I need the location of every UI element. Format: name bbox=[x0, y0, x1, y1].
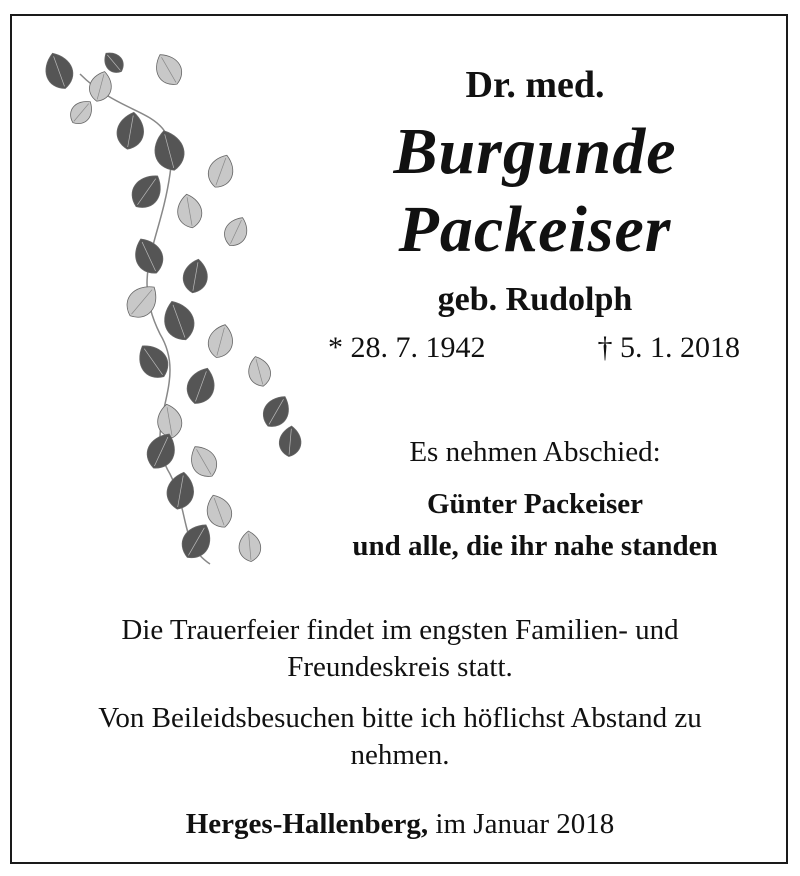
place-date-line bbox=[10, 806, 790, 843]
mourner-line: und alle, die ihr nahe standen bbox=[352, 530, 718, 562]
place-name: Herges-Hallenberg, bbox=[185, 808, 429, 840]
birth-date: * 28. 7. 1942 bbox=[328, 331, 486, 364]
date-line: im Januar 2018 bbox=[435, 808, 615, 840]
ivy-leaves-illustration bbox=[20, 44, 310, 574]
last-name: Packeiser bbox=[398, 193, 672, 266]
mourner-line: Günter Packeiser bbox=[426, 488, 644, 520]
ceremony-note: Die Trauerfeier findet im engsten Familien- und Freundeskreis statt. bbox=[121, 614, 679, 683]
death-date: † 5. 1. 2018 bbox=[597, 331, 740, 364]
academic-title: Dr. med. bbox=[465, 64, 605, 106]
first-name: Burgunde bbox=[393, 115, 677, 188]
visits-note: Von Beileidsbesuchen bitte ich höflichst Abstand zu nehmen. bbox=[98, 702, 702, 771]
birth-name: geb. Rudolph bbox=[437, 281, 633, 318]
farewell-intro: Es nehmen Abschied: bbox=[409, 436, 661, 468]
